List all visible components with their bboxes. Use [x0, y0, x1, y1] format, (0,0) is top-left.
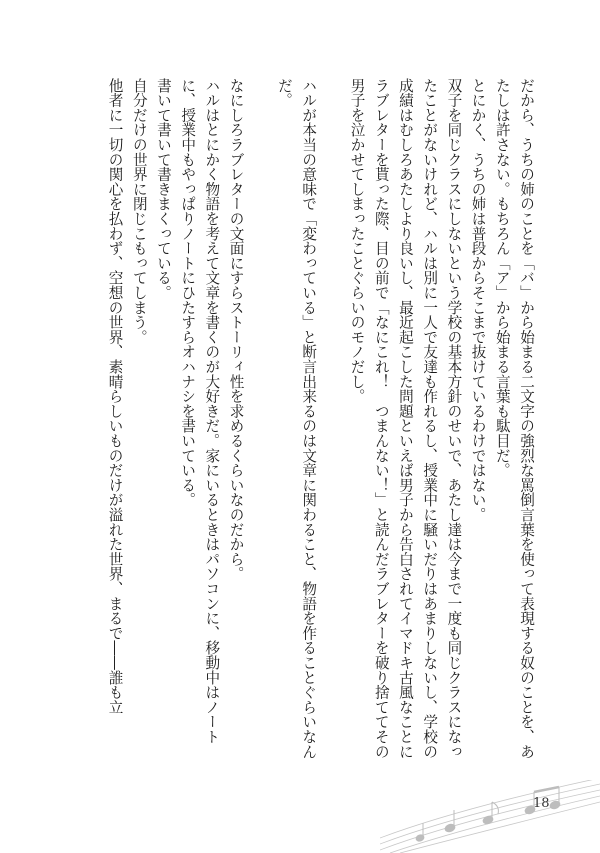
page-number: 18 [533, 796, 550, 811]
paragraph-6: ハルはとにかく物語を考えて文章を書くのが大好きだ。家にいるときはパソコンに、移動中はノートに、授業中もやっぱりノートにひたすらオハナシを書いている。 [179, 78, 221, 744]
paragraph-5: なにしろラブレターの文面にすらストーリィ性を求めるくらいなのだから。 [227, 78, 245, 582]
music-staff-notes-icon [380, 780, 600, 853]
paragraph-3: 双子を同じクラスにしないという学校の基本方針のせいで、あたし達は今まで一度も同じクラスになったことがないけれど、ハルは別に一人で友達も作れるし、授業中に騒いだりはあまりしないし、学校の成績はむしろあたしより良いし、最近起こした問題といえば男子から告白されてイマドキ古風なことにラブレターを貰った際、目の前で「なにこれ！ つまんない！」と読んだラブレターを破り捨ててその男子を泣かせてしまったことぐらいのモノだし。 [348, 78, 463, 759]
paragraph-1: だから、うちの姉のことを「バ」から始まる二文字の強烈な罵倒言葉を使って表現する奴のことを、あたしは許さない。もちろん「ア」から始まる言葉も駄目だ。 [493, 78, 535, 759]
blank-line [248, 78, 272, 768]
blank-line [320, 78, 344, 768]
paragraph-4: ハルが本当の意味で「変わっている」と断言出来るのは文章に関わること、物語を作ることぐらいなんだ。 [275, 78, 318, 759]
paragraph-8: 自分だけの世界に閉じこもってしまう。 [130, 78, 148, 345]
paragraph-9: 他者に一切の関心を払わず、空想の世界、素晴らしいものだけが溢れた世界、まるで――誰も立 [106, 78, 124, 715]
paragraph-7: 書いて書いて書きまくっている。 [154, 78, 172, 300]
paragraph-2: とにかく、うちの姉は普段からそこまで抜けているわけではない。 [469, 78, 487, 522]
vertical-text-body [102, 78, 538, 768]
